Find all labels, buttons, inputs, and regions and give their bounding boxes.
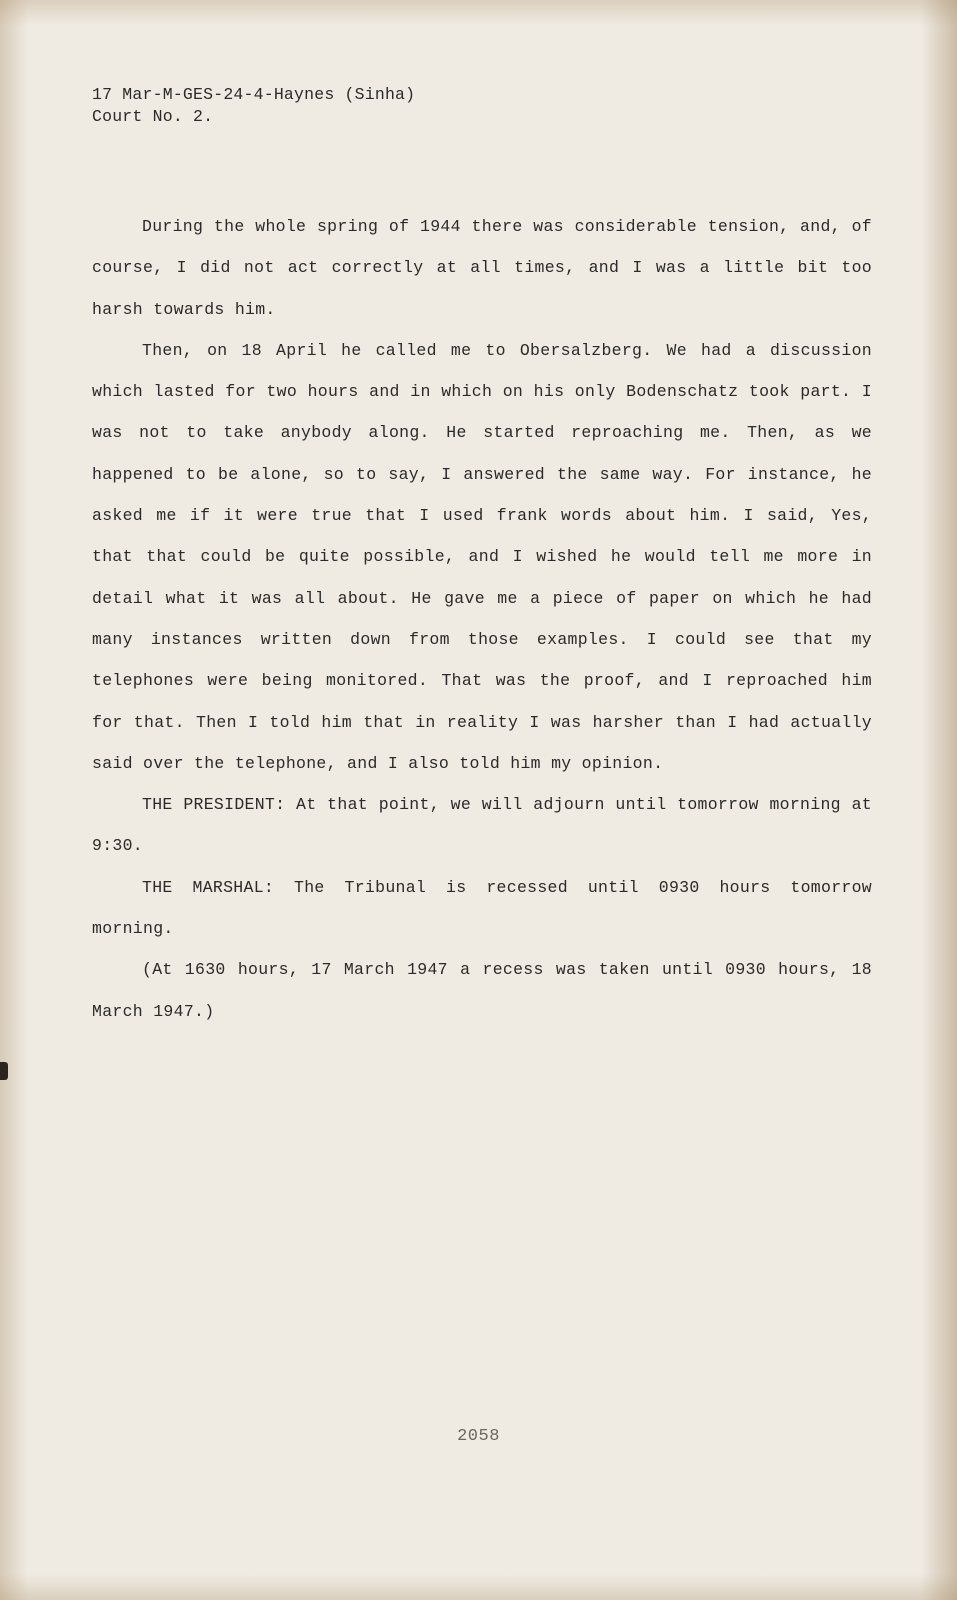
paragraph-recess-note: (At 1630 hours, 17 March 1947 a recess was taken until 0930 hours, 18 March 1947.) (92, 960, 872, 1021)
header-court-line: Court No. 2. (92, 107, 214, 126)
header-session-line: 17 Mar-M-GES-24-4-Haynes (Sinha) (92, 85, 416, 104)
paragraph-president: THE PRESIDENT: At that point, we will adjourn until tomorrow morning at 9:30. (92, 795, 872, 856)
paragraph-tension: During the whole spring of 1944 there was considerable tension, and, of course, I did not act correctly at all times, and I was a little bit too harsh towards him. (92, 217, 872, 319)
paragraph-marshal: THE MARSHAL: The Tribunal is recessed until 0930 hours tomorrow morning. (92, 877, 872, 939)
binding-mark (0, 1062, 8, 1080)
page-number: 2058 (457, 1427, 500, 1446)
document-header (92, 84, 415, 128)
transcript-body (92, 206, 872, 1032)
paragraph-obersalzberg: Then, on 18 April he called me to Obersalzberg. We had a discussion which lasted for two hours and in which on his only Bodenschatz took part. I was not to take anybody along. He started reproaching me. Then, as we happened to be alone, so to say, I answered the same way. For instance, he asked me if it were true that I used frank words about him. I said, Yes, that that could be quite possible, and I wished he would tell me more in detail what it was all about. He gave me a piece of paper on which he had many instances written down from those examples. I could see that my telephones were being monitored. That was the proof, and I reproached him for that. Then I told him that in reality I was harsher than I had actually said over the telephone, and I also told him my opinion. (92, 340, 872, 773)
